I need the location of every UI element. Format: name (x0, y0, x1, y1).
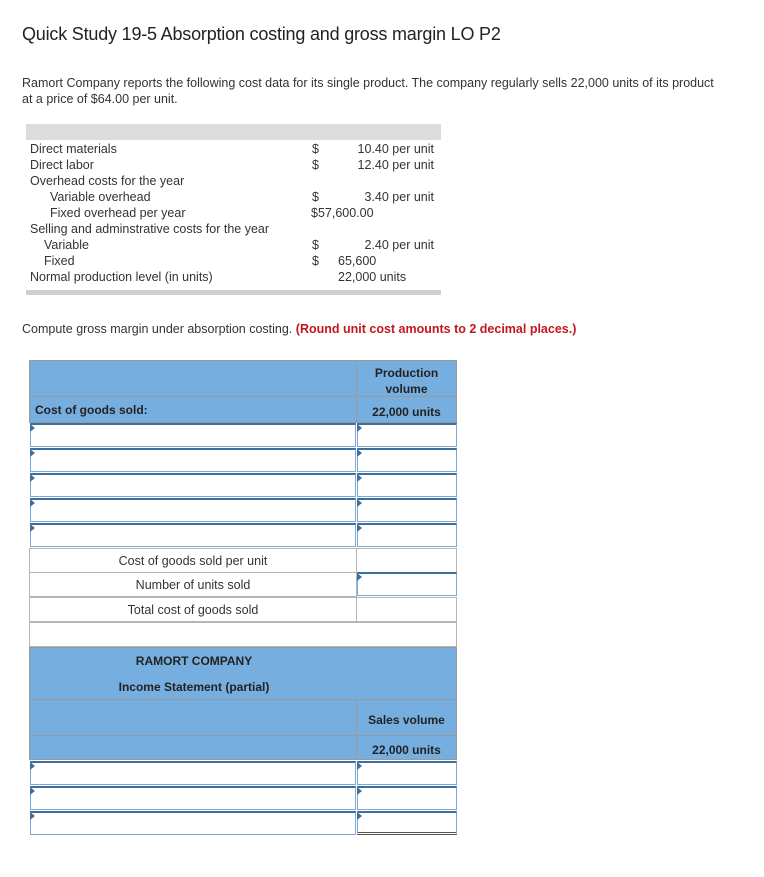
variable-sa-dollar: $ (312, 238, 319, 252)
units-sold-label: Number of units sold (135, 578, 251, 592)
cogs-label: Cost of goods sold: (35, 403, 148, 417)
income-amount-1-marker (357, 762, 362, 770)
cogs-amount-1-marker (357, 424, 362, 432)
row-direct-materials (26, 141, 441, 157)
direct-materials-amount: 10.40 per unit (357, 142, 434, 156)
income-item-2-input[interactable] (30, 786, 356, 810)
sales-units-label: 22,000 units (372, 743, 441, 757)
variable-sa-amount: 2.40 per unit (364, 238, 434, 252)
cogs-item-4-marker (30, 499, 35, 507)
cogs-item-3-marker (30, 474, 35, 482)
variable-overhead-dollar: $ (312, 190, 319, 204)
cogs-amount-1-input[interactable] (357, 423, 457, 447)
total-cogs-label: Total cost of goods sold (127, 603, 259, 617)
income-amount-2-input[interactable] (357, 786, 457, 810)
income-amount-2-marker (357, 787, 362, 795)
variable-sa-label: Variable (44, 238, 89, 252)
cost-data-table (26, 124, 441, 297)
income-statement-header (29, 647, 457, 700)
variable-overhead-amount: 3.40 per unit (364, 190, 434, 204)
sales-units-cell (356, 735, 457, 760)
spacer-row (29, 622, 457, 647)
cogs-amount-3-marker (357, 474, 362, 482)
normal-production-amount: 22,000 units (338, 270, 407, 284)
row-direct-labor (26, 157, 441, 173)
direct-labor-dollar: $ (312, 158, 319, 172)
row-fixed-overhead (26, 205, 441, 221)
row-variable-overhead (26, 189, 441, 205)
sales-volume-label: Sales volume (368, 713, 445, 727)
cost-table-bottom-rule (26, 290, 441, 295)
fixed-sa-dollar: $ (312, 254, 319, 268)
selling-heading: Selling and adminstrative costs for the year (30, 222, 270, 236)
units-sold-marker (357, 573, 362, 581)
gross-margin-amount-marker (357, 812, 362, 820)
cogs-per-unit-value (356, 548, 457, 573)
direct-labor-label: Direct labor (30, 158, 94, 172)
problem-intro: Ramort Company reports the following cost data for its single product. The company regularly sells 22,000 units of its product at a price of $64.00 per unit. (22, 76, 714, 106)
units-sold-input[interactable] (357, 572, 457, 596)
fixed-overhead-amount: $57,600.00 (311, 206, 374, 220)
cogs-item-5-marker (30, 524, 35, 532)
sales-units-blank (29, 735, 357, 760)
overhead-heading: Overhead costs for the year (30, 174, 185, 188)
income-item-2-marker (30, 787, 35, 795)
total-cogs-value (356, 597, 457, 622)
cost-table-top-bar (26, 124, 441, 140)
cogs-item-1-input[interactable] (30, 423, 356, 447)
cogs-amount-3-input[interactable] (357, 473, 457, 497)
direct-labor-amount: 12.40 per unit (357, 158, 434, 172)
instruction-note: (Round unit cost amounts to 2 decimal places.) (295, 322, 577, 336)
direct-materials-label: Direct materials (30, 142, 117, 156)
fixed-sa-label: Fixed (44, 254, 75, 268)
cogs-amount-4-marker (357, 499, 362, 507)
gross-margin-amount-input[interactable] (357, 811, 457, 835)
cogs-amount-5-marker (357, 524, 362, 532)
income-item-1-marker (30, 762, 35, 770)
units-sold-row (29, 572, 357, 597)
income-item-1-input[interactable] (30, 761, 356, 785)
normal-production-label: Normal production level (in units) (30, 270, 213, 284)
row-normal-production (26, 269, 441, 285)
fixed-overhead-label: Fixed overhead per year (50, 206, 186, 220)
cogs-amount-4-input[interactable] (357, 498, 457, 522)
cogs-item-3-input[interactable] (30, 473, 356, 497)
income-item-3-marker (30, 812, 35, 820)
cogs-amount-2-marker (357, 449, 362, 457)
cogs-amount-2-input[interactable] (357, 448, 457, 472)
production-volume-header (356, 360, 457, 397)
production-volume-label: Production volume (374, 366, 439, 396)
cogs-item-1-marker (30, 424, 35, 432)
cogs-units-label: 22,000 units (372, 405, 441, 419)
instruction-text: Compute gross margin under absorption costing. (22, 322, 293, 336)
cogs-per-unit-label: Cost of goods sold per unit (118, 554, 268, 568)
instruction (22, 322, 576, 336)
fixed-sa-amount: 65,600 (338, 254, 377, 268)
cogs-item-4-input[interactable] (30, 498, 356, 522)
row-selling-heading (26, 221, 441, 237)
cogs-per-unit-row (29, 548, 357, 573)
cogs-label-cell (29, 396, 357, 423)
total-cogs-row (29, 597, 357, 622)
row-fixed-sa (26, 253, 441, 269)
cogs-units-cell (356, 396, 457, 423)
sales-volume-header (356, 699, 457, 736)
company-name: RAMORT COMPANY (135, 654, 253, 668)
income-item-3-input[interactable] (30, 811, 356, 835)
sales-header-blank (29, 699, 357, 736)
row-overhead-heading (26, 173, 441, 189)
direct-materials-dollar: $ (312, 142, 319, 156)
cogs-amount-5-input[interactable] (357, 523, 457, 547)
page-title: Quick Study 19-5 Absorption costing and gross margin LO P2 (22, 24, 501, 44)
income-amount-1-input[interactable] (357, 761, 457, 785)
cogs-item-2-marker (30, 449, 35, 457)
income-statement-title: Income Statement (partial) (118, 680, 270, 694)
cogs-item-2-input[interactable] (30, 448, 356, 472)
variable-overhead-label: Variable overhead (50, 190, 151, 204)
row-variable-sa (26, 237, 441, 253)
cogs-item-5-input[interactable] (30, 523, 356, 547)
cogs-header-blank (29, 360, 357, 397)
